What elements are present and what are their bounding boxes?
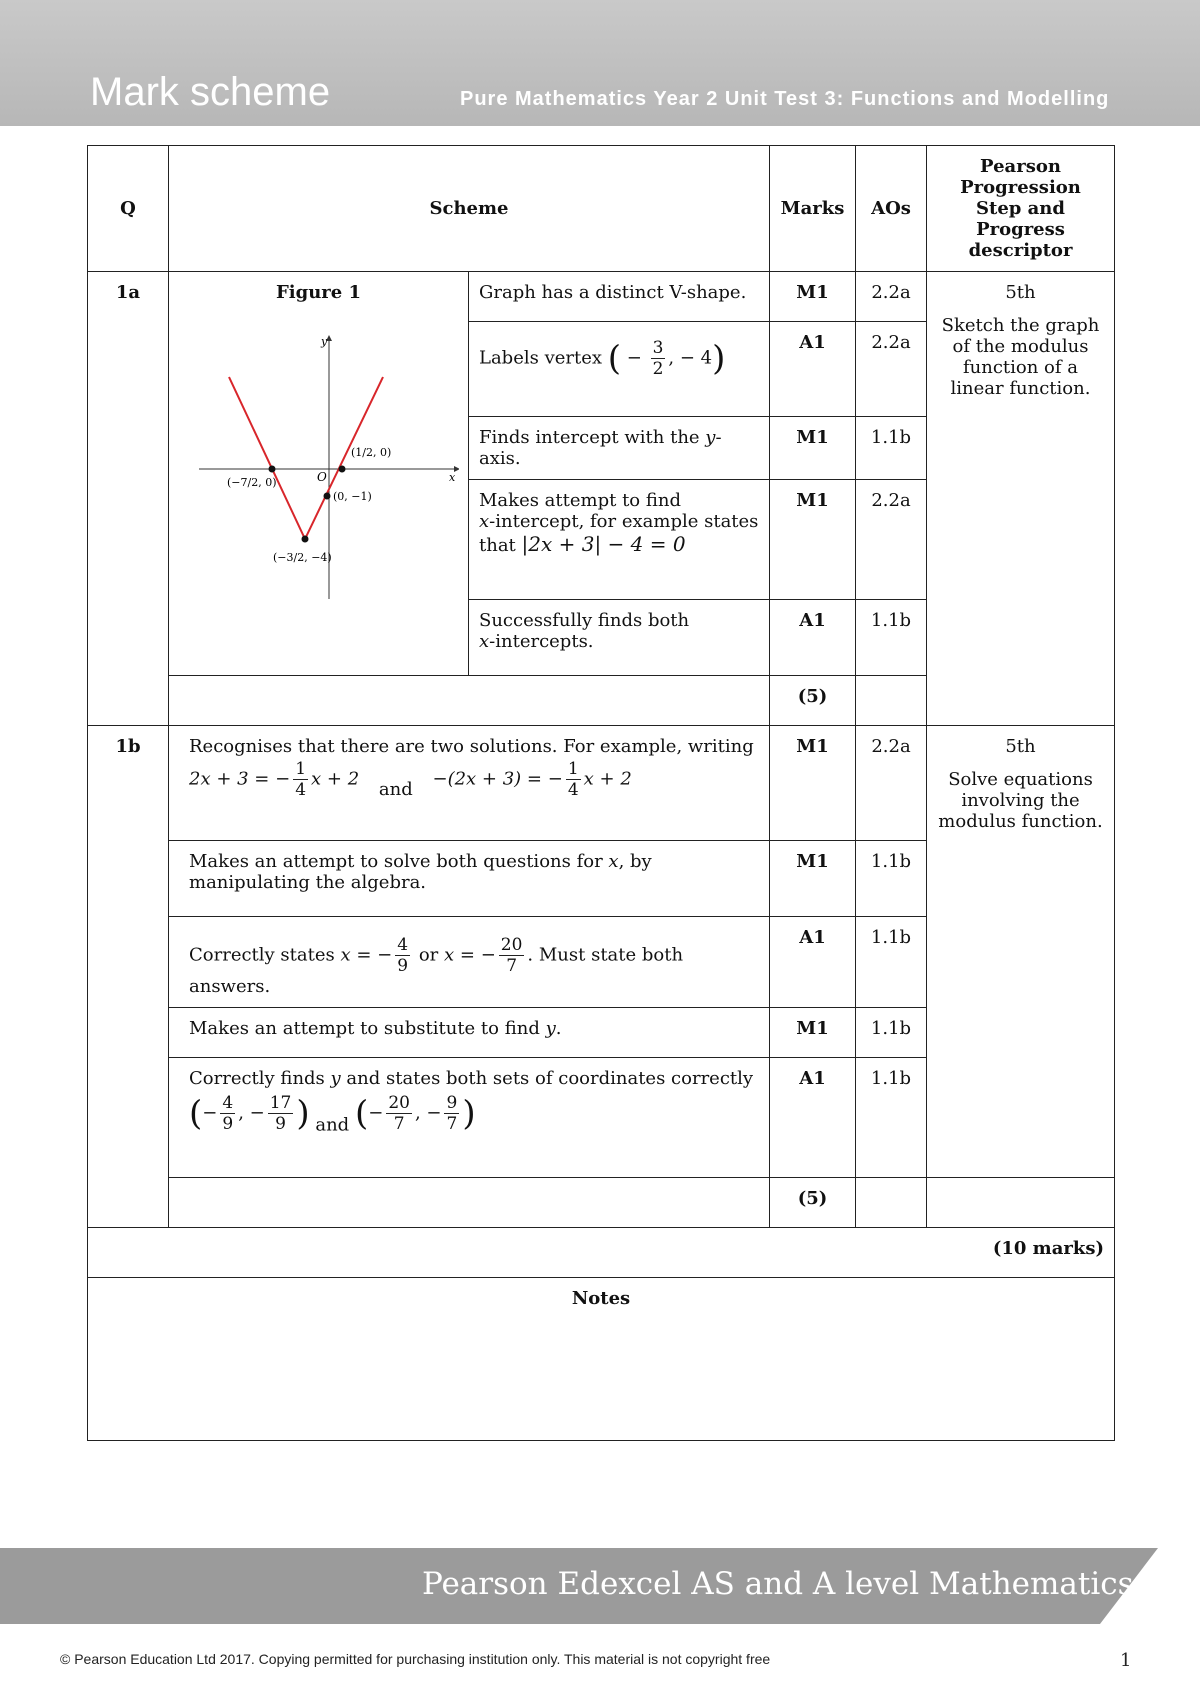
mark-value: M1	[770, 726, 856, 841]
question-label-1b: 1b	[88, 726, 169, 1228]
ao-value: 1.1b	[856, 841, 927, 917]
mark-value: A1	[770, 322, 856, 417]
table-row	[88, 726, 1115, 841]
ao-value: 1.1b	[856, 600, 927, 676]
scheme-text: Makes an attempt to solve both questions for x, by manipulating the algebra.	[169, 841, 770, 917]
ao-value: 2.2a	[856, 480, 927, 600]
open-paren: (	[607, 338, 622, 379]
y-intercept-point	[324, 493, 331, 500]
footer-brand: Pearson Edexcel AS and A level Mathematics	[422, 1566, 1134, 1602]
ao-value: 1.1b	[856, 1008, 927, 1058]
table-header-row	[88, 146, 1115, 272]
empty-cell	[856, 676, 927, 726]
table-row	[88, 272, 1115, 322]
left-intercept-label: (−7/2, 0)	[227, 476, 277, 489]
empty-cell	[927, 1178, 1115, 1228]
vertex-y: 4	[700, 347, 713, 369]
subtotal-1a: (5)	[770, 676, 856, 726]
fraction: $\frac{9}{7}$	[446, 1093, 458, 1134]
header-pearson: Pearson Progression Step and Progress descriptor	[927, 146, 1115, 272]
scheme-text: Correctly finds y and states both sets of coordinates correctly (− $\frac{4}{9}$ , − $\frac{17}{9}$ ) and (− $\frac{20}{7}$ , − $\frac{9}{7}$ )	[169, 1058, 770, 1178]
fraction: $\frac{1}{4}$	[295, 759, 307, 800]
scheme-prefix: Labels vertex	[479, 347, 603, 369]
notes-heading: Notes	[88, 1278, 1115, 1441]
scheme-text: Makes attempt to find x-intercept, for example states that |2x + 3| − 4 = 0	[469, 480, 770, 600]
vertex-label: (−3/2, −4)	[273, 551, 332, 564]
progression-step: 5th	[1005, 736, 1036, 757]
subtotal-1b: (5)	[770, 1178, 856, 1228]
mark-value: A1	[770, 917, 856, 1008]
mark-value: M1	[770, 480, 856, 600]
progression-step: 5th	[1005, 282, 1036, 303]
fraction: $\frac{3}{2}$	[652, 338, 664, 379]
scheme-text: Finds intercept with the y-axis.	[469, 417, 770, 480]
scheme-text: Successfully finds both x-intercepts.	[469, 600, 770, 676]
y-axis-label: y	[321, 335, 328, 348]
origin-label: O	[317, 470, 327, 484]
table-row	[88, 1178, 1115, 1228]
header-aos: AOs	[856, 146, 927, 272]
right-intercept-point	[339, 466, 346, 473]
scheme-text: Makes an attempt to substitute to find y.	[169, 1008, 770, 1058]
progression-descriptor-1a	[927, 272, 1115, 726]
header-scheme: Scheme	[169, 146, 770, 272]
fraction: $\frac{20}{7}$	[500, 935, 523, 976]
header-marks: Marks	[770, 146, 856, 272]
fraction: $\frac{20}{7}$	[388, 1093, 410, 1134]
mark-value: A1	[770, 1058, 856, 1178]
scheme-text: Recognises that there are two solutions. For example, writing 2x + 3 = − $\frac{1}{4}$ x + 2 and −(2x + 3) = − $\frac{1}{4}$ x + 2	[169, 726, 770, 841]
equation: |2x + 3| − 4 = 0	[521, 532, 686, 556]
y-intercept-label: (0, −1)	[333, 490, 372, 503]
ao-value: 1.1b	[856, 917, 927, 1008]
figure-cell	[169, 272, 469, 676]
modulus-graph	[179, 309, 459, 609]
fraction: $\frac{17}{9}$	[269, 1093, 292, 1134]
scheme-text: Graph has a distinct V-shape.	[469, 272, 770, 322]
x-axis-label: x	[449, 471, 456, 484]
page-subtitle: Pure Mathematics Year 2 Unit Test 3: Functions and Modelling	[460, 88, 1110, 110]
ao-value: 2.2a	[856, 322, 927, 417]
right-intercept-label: (1/2, 0)	[351, 446, 392, 459]
table-row	[88, 1278, 1115, 1441]
progression-descriptor-1b	[927, 726, 1115, 1178]
ao-value: 2.2a	[856, 272, 927, 322]
mark-value: M1	[770, 272, 856, 322]
page-number: 1	[1120, 1650, 1132, 1671]
empty-cell	[169, 1178, 770, 1228]
mark-value: M1	[770, 841, 856, 917]
page-title: Mark scheme	[90, 70, 331, 114]
ao-value: 2.2a	[856, 726, 927, 841]
fraction: $\frac{1}{4}$	[567, 759, 579, 800]
empty-cell	[169, 676, 770, 726]
mark-value: M1	[770, 417, 856, 480]
scheme-text	[469, 322, 770, 417]
table-row	[88, 1228, 1115, 1278]
question-label-1a: 1a	[88, 272, 169, 726]
vertex-point	[302, 536, 309, 543]
figure-title: Figure 1	[275, 282, 362, 303]
fraction: $\frac{4}{9}$	[222, 1093, 234, 1134]
mark-value: M1	[770, 1008, 856, 1058]
ao-value: 1.1b	[856, 417, 927, 480]
mark-scheme-table	[87, 145, 1115, 1441]
scheme-text: Correctly states x = − $\frac{4}{9}$ or x = − $\frac{20}{7}$ . Must state both answers.	[169, 917, 770, 1008]
left-intercept-point	[269, 466, 276, 473]
copyright-notice: © Pearson Education Ltd 2017. Copying permitted for purchasing institution only. This material is not copyright free	[60, 1651, 771, 1667]
fraction: $\frac{4}{9}$	[397, 935, 409, 976]
progress-descriptor: Sketch the graph of the modulus function of a linear function.	[941, 315, 1100, 399]
header-q: Q	[88, 146, 169, 272]
minus-sign: −	[621, 347, 648, 369]
mark-value: A1	[770, 600, 856, 676]
ao-value: 1.1b	[856, 1058, 927, 1178]
empty-cell	[856, 1178, 927, 1228]
comma-minus: , −	[668, 347, 701, 369]
total-marks: (10 marks)	[88, 1228, 1115, 1278]
close-paren: )	[712, 338, 726, 379]
progress-descriptor: Solve equations involving the modulus function.	[938, 769, 1103, 832]
